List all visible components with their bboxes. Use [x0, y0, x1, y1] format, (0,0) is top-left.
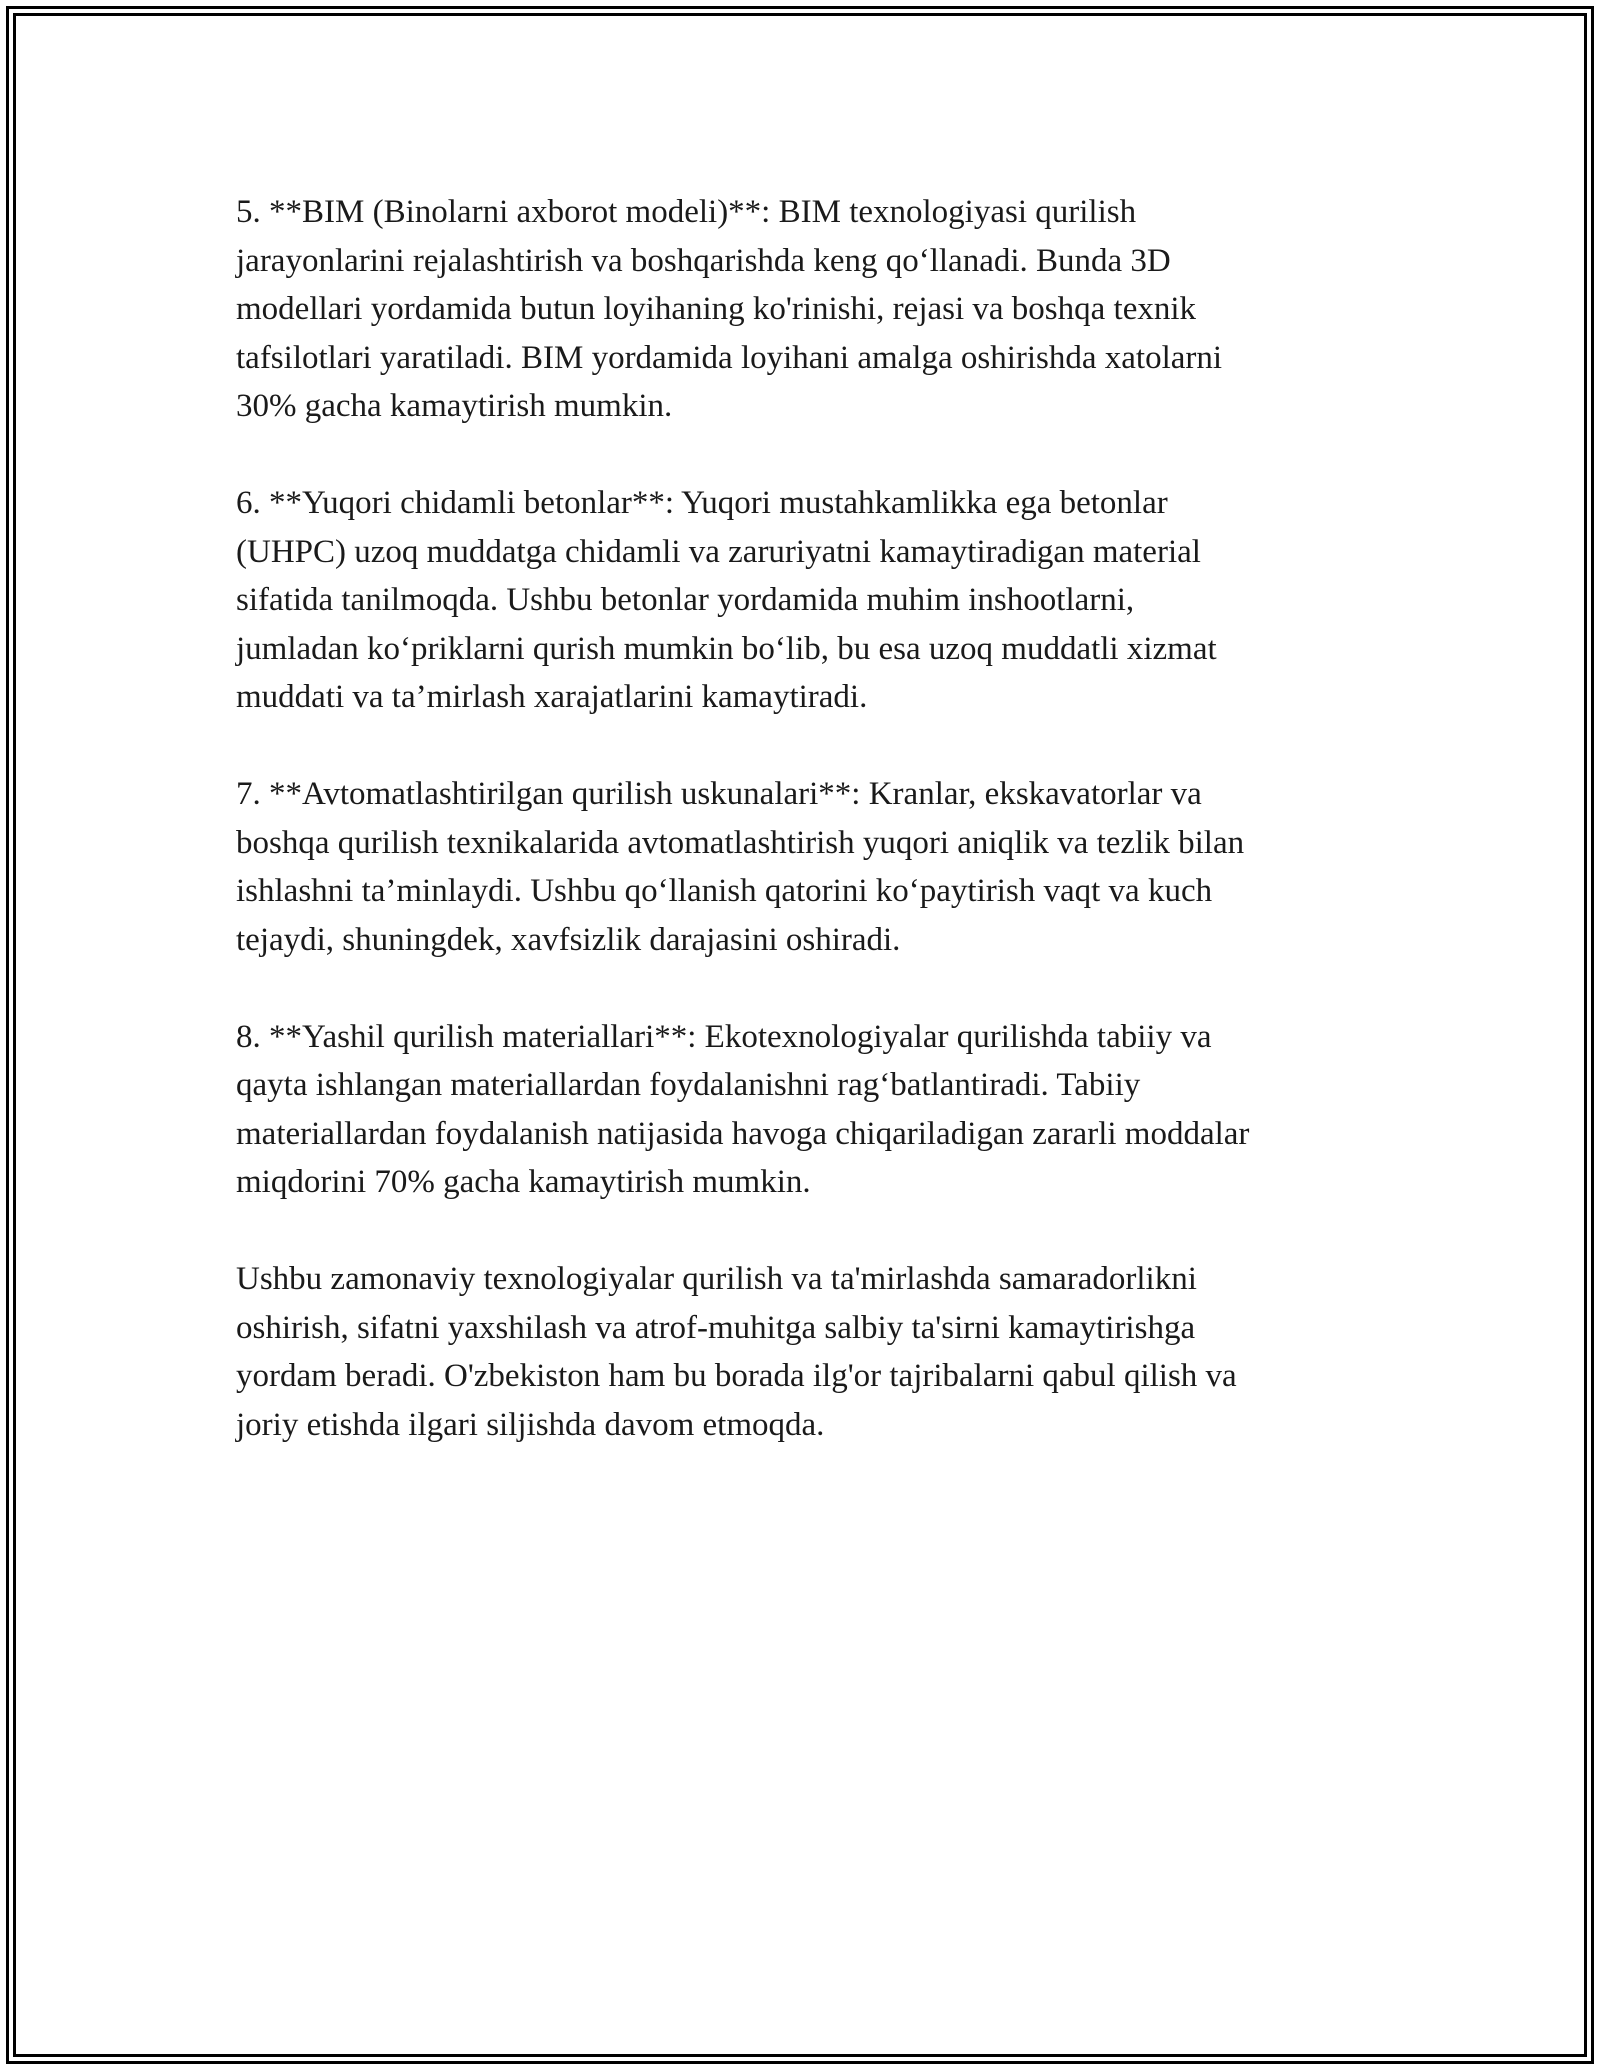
paragraph-green-materials [236, 1013, 1376, 1207]
text-line: yordam beradi. O'zbekiston ham bu borada ilg'or tajribalarni qabul qilish va [236, 1358, 1237, 1394]
text-line: jumladan ko‘priklarni qurish mumkin bo‘lib, bu esa uzoq muddatli xizmat [236, 630, 1217, 667]
text-line: 6. **Yuqori chidamli betonlar**: Yuqori mustahkamlikka ega betonlar [236, 485, 1168, 521]
text-line: oshirish, sifatni yaxshilash va atrof-muhitga salbiy ta'sirni kamaytirishga [236, 1309, 1196, 1346]
text-line: miqdorini 70% gacha kamaytirish mumkin. [236, 1164, 811, 1200]
document-body [236, 188, 1376, 1449]
text-line: Ushbu zamonaviy texnologiyalar qurilish va ta'mirlashda samaradorlikni [236, 1261, 1197, 1297]
paragraph-bim [236, 188, 1376, 431]
text-line: 30% gacha kamaytirish mumkin. [236, 388, 673, 424]
text-line: tafsilotlari yaratiladi. BIM yordamida loyihani amalga oshirishda xatolarni [236, 339, 1223, 376]
text-line: ishlashni ta’minlaydi. Ushbu qo‘llanish qatorini ko‘paytirish vaqt va kuch [236, 873, 1213, 909]
text-line: qayta ishlangan materiallardan foydalanishni rag‘batlantiradi. Tabiiy [236, 1067, 1141, 1103]
text-line: boshqa qurilish texnikalarida avtomatlashtirish yuqori aniqlik va tezlik bilan [236, 824, 1245, 861]
paragraph-conclusion [236, 1255, 1376, 1449]
paragraph-high-strength-concrete [236, 479, 1376, 722]
text-line: muddati va ta’mirlash xarajatlarini kamaytiradi. [236, 679, 868, 715]
text-line: sifatida tanilmoqda. Ushbu betonlar yordamida muhim inshootlarni, [236, 582, 1135, 618]
text-line: 7. **Avtomatlashtirilgan qurilish uskunalari**: Kranlar, ekskavatorlar va [236, 776, 1202, 812]
text-line: jarayonlarini rejalashtirish va boshqarishda keng qo‘llanadi. Bunda 3D [236, 242, 1171, 279]
text-line: (UHPC) uzoq muddatga chidamli va zaruriyatni kamaytiradigan material [236, 533, 1201, 570]
paragraph-automated-equipment [236, 770, 1376, 964]
text-line: joriy etishda ilgari siljishda davom etmoqda. [236, 1406, 825, 1443]
text-line: 8. **Yashil qurilish materiallari**: Ekotexnologiyalar qurilishda tabiiy va [236, 1018, 1212, 1055]
text-line: 5. **BIM (Binolarni axborot modeli)**: BIM texnologiyasi qurilish [236, 194, 1137, 230]
text-line: materiallardan foydalanish natijasida havoga chiqariladigan zararli moddalar [236, 1115, 1250, 1152]
text-line: modellari yordamida butun loyihaning ko'rinishi, rejasi va boshqa texnik [236, 291, 1197, 327]
text-line: tejaydi, shuningdek, xavfsizlik darajasini oshiradi. [236, 921, 901, 958]
